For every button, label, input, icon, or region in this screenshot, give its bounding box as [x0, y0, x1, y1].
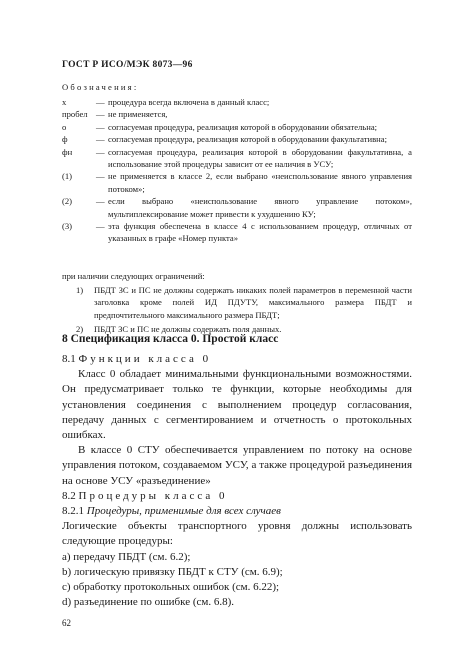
subsection-8-2-1-heading — [62, 504, 412, 519]
condition-text: ПБДТ ЗС и ПС не должны содержать никаких полей параметров в переменной части заголовка кроме полей ИД ПДУТУ, максимального размера ПБДТ и предпочтительного максимального размера ПБДТ; — [94, 285, 412, 320]
legend-symbol: x — [62, 97, 67, 107]
legend-symbol: о — [62, 121, 67, 132]
legend-description: согласуемая процедура, реализация которой в оборудовании факультативна; — [108, 134, 387, 145]
legend-dash: — — [96, 109, 105, 120]
legend-item — [62, 133, 412, 145]
legend-symbol: (3) — [62, 221, 73, 232]
list-item: а) передачу ПБДТ (см. 6.2); — [62, 550, 191, 563]
legend-symbol: пробел — [62, 109, 88, 120]
legend-dash: — — [96, 146, 105, 157]
condition-number: 2) — [76, 324, 84, 335]
section-body — [62, 352, 412, 610]
conditions-list — [76, 284, 412, 338]
paragraph: В классе 0 СТУ обеспечивается управлением по потоку на основе управления потоком, создаваемом УСУ, а также процедурой разъединения на основе УСУ «разъединение» — [62, 444, 412, 487]
subsection-title: Функции класса 0 — [78, 353, 212, 365]
legend-item — [62, 108, 412, 120]
subsection-number: 8.2 — [62, 489, 76, 502]
legend-list — [62, 96, 412, 245]
legend-symbol: (1) — [62, 171, 73, 182]
legend-symbol: (2) — [62, 196, 73, 207]
subsection-title: Процедуры класса 0 — [78, 489, 228, 502]
legend-description: если выбрано «неиспользование явного управление потоком», мультиплексирование может привести к ухудшению КУ; — [108, 196, 412, 219]
legend-dash: — — [96, 97, 105, 107]
subsection-8-1-heading — [62, 352, 412, 367]
legend-description: не применяется в классе 2, если выбрано «неиспользование явного управления потоком»; — [108, 171, 412, 194]
legend-dash: — — [96, 196, 105, 207]
conditions-intro: при наличии следующих ограничений: — [62, 271, 205, 281]
legend-dash: — — [96, 134, 105, 145]
legend-description: согласуемая процедура, реализация которой в оборудовании обязательна; — [108, 121, 378, 132]
legend-item — [62, 96, 412, 108]
subsection-number: 8.1 — [62, 353, 76, 365]
legend-item — [62, 195, 412, 220]
legend-dash: — — [96, 121, 105, 132]
legend-item — [62, 121, 412, 133]
paragraph: Логические объекты транспортного уровня должны использовать следующие процедуры: — [62, 520, 412, 548]
condition-text: ПБДТ ЗС и ПС не должны содержать поля данных. — [94, 324, 282, 335]
document-header: ГОСТ Р ИСО/МЭК 8073—96 — [62, 60, 193, 70]
legend-description: процедура всегда включена в данный класс; — [108, 97, 270, 107]
condition-number: 1) — [76, 285, 84, 295]
legend-symbol: ф — [62, 134, 68, 145]
section-title: 8 Спецификация класса 0. Простой класс — [62, 333, 279, 345]
list-item: d) разъединение по ошибке (см. 6.8). — [62, 596, 234, 609]
legend-description: не применяется, — [108, 109, 168, 120]
legend-description: согласуемая процедура, реализация которой в оборудовании факультативна, а использование этой процедуры зависит от ее наличия в УСУ; — [108, 146, 412, 170]
page-number: 62 — [62, 618, 71, 628]
paragraph: Класс 0 обладает минимальными функциональными возможностями. Он предусматривает только те функции, которые необходимы для установления соединения с выполнением процедур согласования, передачу данных с сегментированием и отчетность о протокольных ошибках. — [62, 368, 412, 442]
legend-dash: — — [96, 171, 105, 182]
legend-item — [62, 170, 412, 195]
legend-description: эта функция обеспечена в классе 4 с использованием процедур, отличных от указанных в графе «Номер пункта» — [108, 221, 412, 244]
list-item: b) логическую привязку ПБДТ к СТУ (см. 6.9); — [62, 565, 283, 578]
subsection-title: Процедуры, применимые для всех случаев — [86, 505, 281, 518]
subsection-8-2-heading — [62, 489, 412, 504]
legend-item — [62, 220, 412, 245]
condition-item — [76, 284, 412, 321]
legend-title: Обозначения: — [62, 82, 139, 92]
legend-symbol: фн — [62, 146, 73, 157]
legend-dash: — — [96, 221, 105, 232]
legend-item — [62, 146, 412, 171]
subsection-number: 8.2.1 — [62, 505, 84, 518]
list-item: с) обработку протокольных ошибок (см. 6.22); — [62, 581, 280, 594]
